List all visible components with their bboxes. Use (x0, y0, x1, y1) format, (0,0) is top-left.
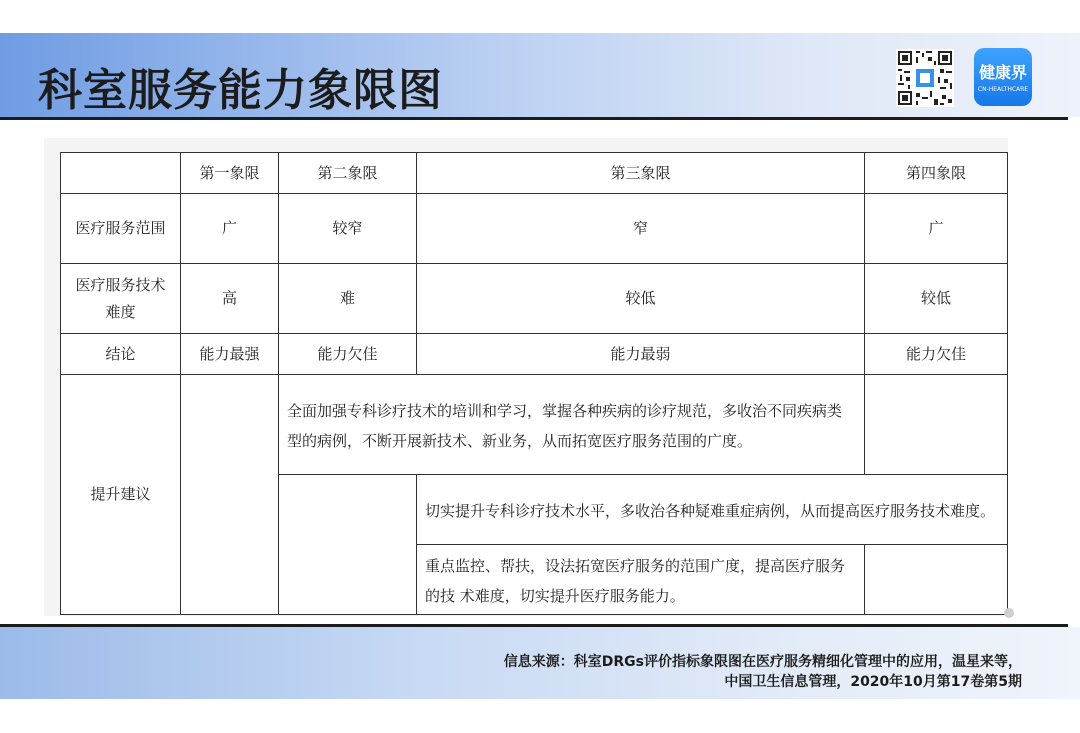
table-row (61, 334, 1008, 375)
suggestion-text: 切实提升专科诊疗技术水平，多收治各种疑难重症病例，从而提高医疗服务技术难度。 (417, 475, 1008, 545)
row-label: 医疗服务技术难度 (61, 264, 181, 334)
table-cell-empty (865, 375, 1008, 475)
suggestion-label: 提升建议 (61, 375, 181, 615)
table-cell: 难 (279, 264, 417, 334)
header-cell-q3: 第三象限 (417, 153, 865, 194)
suggestion-text: 全面加强专科诊疗技术的培训和学习，掌握各种疾病的诊疗规范，多收治不同疾病类型的病例，不断开展新技术、新业务，从而拓宽医疗服务范围的广度。 (279, 375, 865, 475)
quadrant-table (60, 152, 1008, 615)
brand-logo: 健康界 CN-HEALTHCARE (974, 48, 1032, 106)
page-title: 科室服务能力象限图 (38, 65, 443, 116)
table-cell: 较低 (417, 264, 865, 334)
row-label: 医疗服务范围 (61, 194, 181, 264)
table-row (61, 194, 1008, 264)
table-cell: 较窄 (279, 194, 417, 264)
table-cell-empty (865, 545, 1008, 615)
header-cell-empty (61, 153, 181, 194)
source-citation (504, 652, 1022, 692)
table-cell: 广 (865, 194, 1008, 264)
table-cell: 窄 (417, 194, 865, 264)
suggestion-row (61, 375, 1008, 475)
header-cell-q1: 第一象限 (181, 153, 279, 194)
header-cell-q2: 第二象限 (279, 153, 417, 194)
table-cell-empty (181, 375, 279, 615)
table-cell: 能力欠佳 (279, 334, 417, 375)
table-cell-empty (279, 475, 417, 615)
table-header-row (61, 153, 1008, 194)
table-cell: 能力最弱 (417, 334, 865, 375)
table-row (61, 264, 1008, 334)
citation-line-1: 信息来源：科室DRGs评价指标象限图在医疗服务精细化管理中的应用，温星来等， (503, 654, 1022, 670)
table-cell: 高 (181, 264, 279, 334)
table-cell: 广 (181, 194, 279, 264)
table-cell: 较低 (865, 264, 1008, 334)
table-cell: 能力最强 (181, 334, 279, 375)
suggestion-text: 重点监控、帮扶，设法拓宽医疗服务的范围广度，提高医疗服务的技 术难度，切实提升医疗服务能力。 (417, 545, 865, 615)
qr-code-icon (896, 49, 954, 107)
citation-line-2: 中国卫生信息管理，2020年10月第17卷第5期 (724, 674, 1022, 690)
header-divider (0, 117, 1068, 120)
header-cell-q4: 第四象限 (865, 153, 1008, 194)
row-label: 结论 (61, 334, 181, 375)
table-resize-handle[interactable] (1004, 608, 1014, 618)
table-cell: 能力欠佳 (865, 334, 1008, 375)
